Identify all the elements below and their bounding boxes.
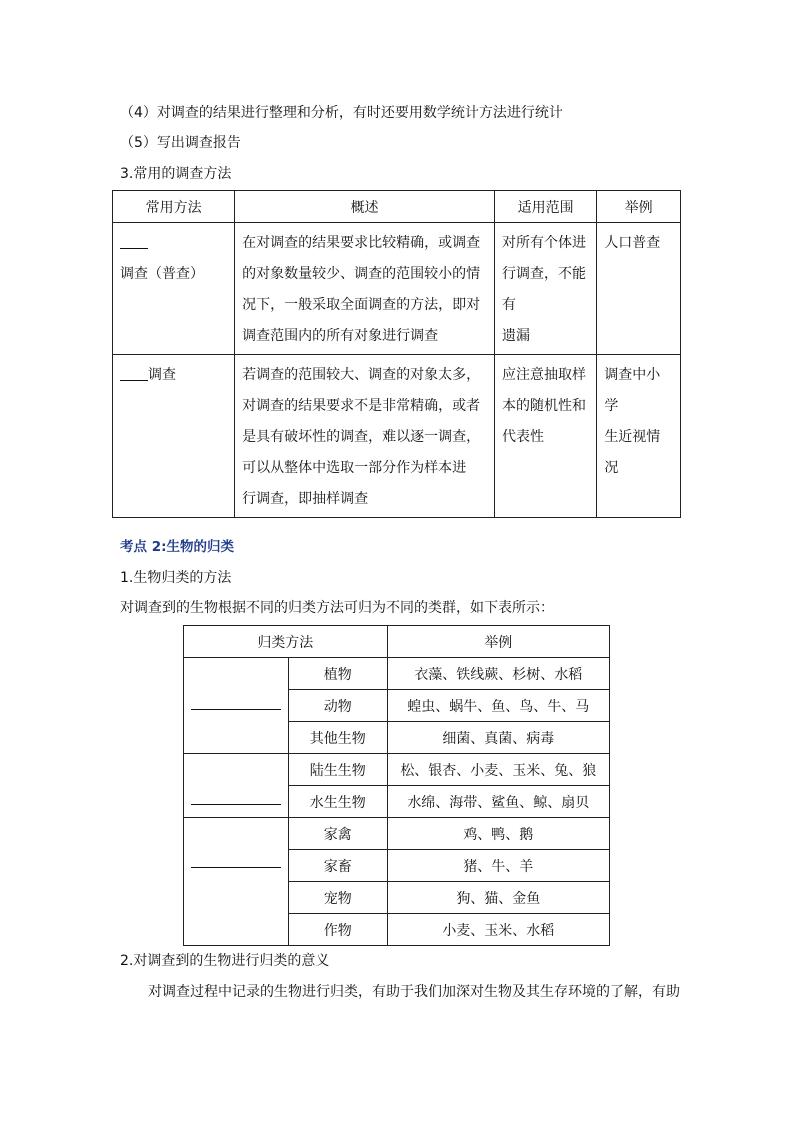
column-header: 归类方法	[184, 626, 388, 658]
category-cell: 水生生物	[288, 786, 387, 818]
category-cell: 其他生物	[288, 722, 387, 754]
overview-line: 对调查的结果要求不是非常精确，或者	[242, 398, 481, 414]
overview-line: 调查范围内的所有对象进行调查	[242, 328, 439, 344]
scope-cell	[494, 223, 596, 355]
fill-blank[interactable]	[191, 708, 281, 710]
method-cell	[113, 223, 235, 355]
column-header: 举例	[387, 626, 609, 658]
example-cell: 衣藻、铁线蕨、杉树、水稻	[387, 658, 609, 690]
fill-blank[interactable]	[120, 233, 148, 249]
example-cell: 狗、猫、金鱼	[387, 882, 609, 914]
overview-cell	[235, 355, 495, 518]
category-cell: 陆生生物	[288, 754, 387, 786]
classification-table	[183, 625, 610, 946]
kaodian-2-heading: 考点 2:生物的归类	[120, 539, 234, 555]
example-cell	[597, 223, 681, 355]
scope-line: 遗漏	[501, 328, 530, 344]
section-3-title: 3.常用的调查方法	[120, 166, 232, 182]
example-cell: 蝗虫、蜗牛、鱼、鸟、牛、马	[387, 690, 609, 722]
fill-blank[interactable]	[120, 365, 148, 381]
table-header-row	[113, 191, 681, 223]
column-header: 举例	[597, 191, 681, 223]
example-cell: 猪、牛、羊	[387, 850, 609, 882]
example-cell: 细菌、真菌、病毒	[387, 722, 609, 754]
category-cell: 家畜	[288, 850, 387, 882]
example-cell: 水绵、海带、鲨鱼、鲸、扇贝	[387, 786, 609, 818]
method-blank-cell	[184, 818, 289, 946]
overview-cell	[235, 223, 495, 355]
column-header: 概述	[235, 191, 495, 223]
method-cell	[113, 355, 235, 518]
subsection-1-intro: 对调查到的生物根据不同的归类方法可归为不同的类群，如下表所示：	[120, 600, 554, 616]
overview-line: 若调查的范围较大、调查的对象太多，	[242, 367, 481, 383]
example-cell	[597, 355, 681, 518]
scope-line: 行调查，不能有	[501, 266, 586, 313]
column-header: 适用范围	[494, 191, 596, 223]
scope-line: 本的随机性和	[501, 398, 586, 414]
overview-line: 可以从整体中选取一部分作为样本进	[242, 460, 467, 476]
scope-line: 代表性	[501, 429, 544, 445]
overview-line: 是具有破坏性的调查，难以逐一调查，	[242, 429, 481, 445]
subsection-2-title: 2.对调查到的生物进行归类的意义	[120, 953, 330, 969]
subsection-1-title: 1.生物归类的方法	[120, 570, 232, 586]
step-5-text: （5）写出调查报告	[120, 135, 241, 151]
category-cell: 宠物	[288, 882, 387, 914]
example-line: 人口普查	[604, 235, 661, 251]
table-row	[184, 818, 610, 850]
column-header: 常用方法	[113, 191, 235, 223]
scope-line: 应注意抽取样	[501, 367, 586, 383]
survey-methods-table	[112, 190, 681, 518]
overview-line: 况下，一般采取全面调查的方法，即对	[242, 297, 481, 313]
table-header-row	[184, 626, 610, 658]
fill-blank[interactable]	[191, 866, 281, 868]
example-cell: 小麦、玉米、水稻	[387, 914, 609, 946]
fill-blank[interactable]	[191, 803, 281, 805]
category-cell: 作物	[288, 914, 387, 946]
overview-line: 在对调查的结果要求比较精确，或调查	[242, 235, 481, 251]
example-cell: 鸡、鸭、鹅	[387, 818, 609, 850]
overview-line: 行调查，即抽样调查	[242, 491, 369, 507]
method-blank-cell	[184, 754, 289, 818]
subsection-2-text: 对调查过程中记录的生物进行归类，有助于我们加深对生物及其生存环境的了解，有助	[148, 984, 680, 1000]
scope-line: 对所有个体进	[501, 235, 586, 251]
scope-cell	[494, 355, 596, 518]
category-cell: 动物	[288, 690, 387, 722]
method-label: 调查	[148, 367, 176, 383]
example-cell: 松、银杏、小麦、玉米、兔、狼	[387, 754, 609, 786]
example-line: 生近视情况	[604, 429, 661, 476]
category-cell: 家禽	[288, 818, 387, 850]
example-line: 调查中小学	[604, 367, 661, 414]
table-row	[113, 355, 681, 518]
table-row	[113, 223, 681, 355]
step-4-text: （4）对调查的结果进行整理和分析，有时还要用数学统计方法进行统计	[120, 105, 563, 121]
method-label: 调查（普查）	[120, 266, 204, 282]
category-cell: 植物	[288, 658, 387, 690]
table-row	[184, 658, 610, 690]
method-blank-cell	[184, 658, 289, 754]
table-row	[184, 754, 610, 786]
overview-line: 的对象数量较少、调查的范围较小的情	[242, 266, 481, 282]
